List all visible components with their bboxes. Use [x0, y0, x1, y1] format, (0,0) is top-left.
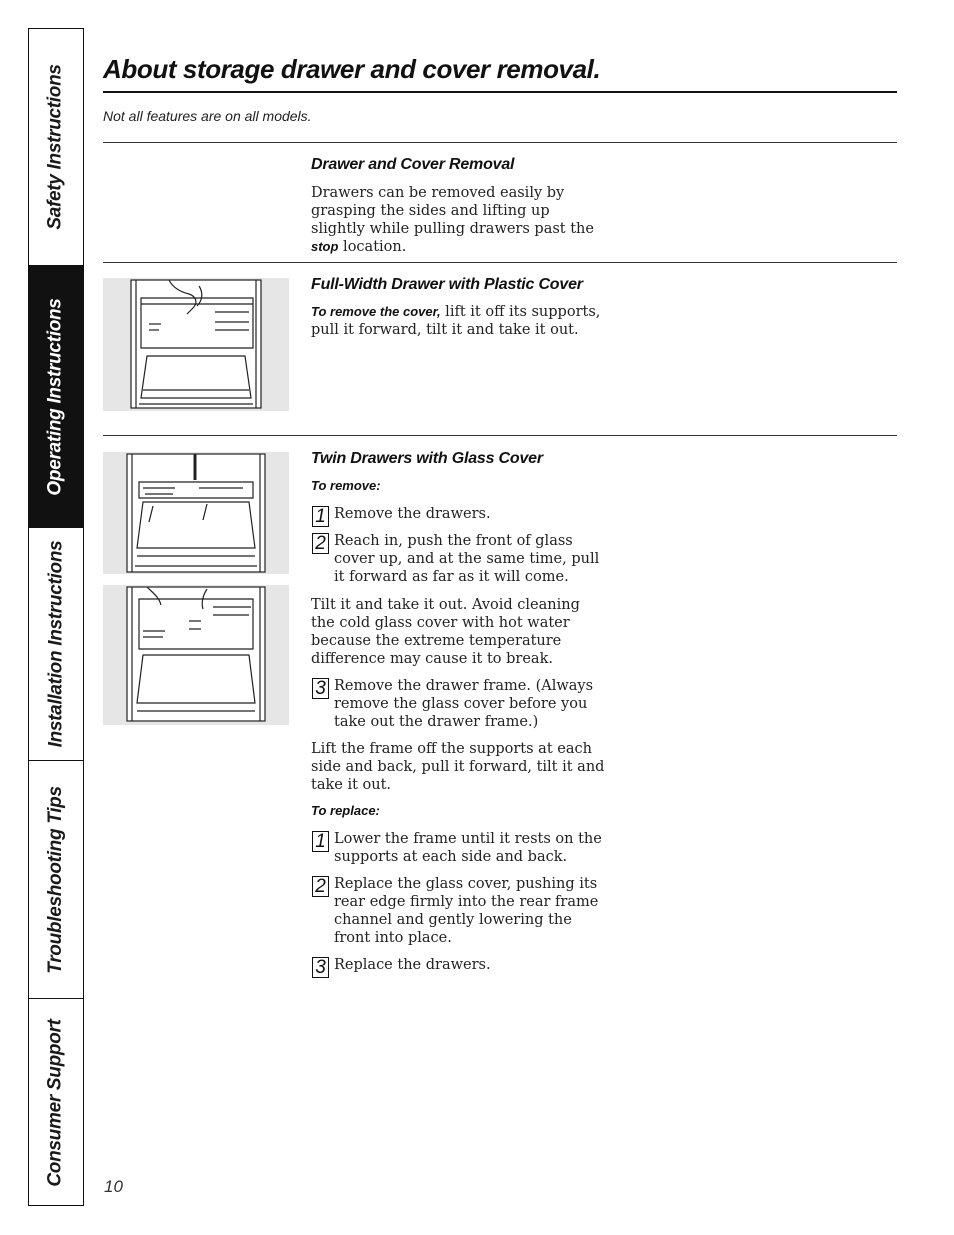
tab-label: Installation Instructions [45, 540, 66, 748]
to-remove-label: To remove: [311, 478, 381, 493]
step-number: 2 [312, 533, 329, 554]
section-divider [103, 142, 897, 143]
section-heading-drawer-removal: Drawer and Cover Removal [311, 156, 515, 173]
page-number: 10 [104, 1177, 123, 1196]
section-divider [103, 262, 897, 263]
section-divider [103, 435, 897, 436]
tab-label: Safety Instructions [45, 64, 66, 230]
remove-step-2 [312, 532, 602, 586]
lift-paragraph: Lift the frame off the supports at each side and back, pull it forward, tilt it and take it out. [311, 741, 605, 793]
full-width-text: To remove the cover, lift it off its supports, pull it forward, tilt it and take it out. [311, 304, 601, 338]
replace-step-2 [312, 875, 602, 947]
tab-operating-instructions[interactable] [29, 266, 83, 528]
drawer-removal-text: Drawers can be removed easily by grasping the sides and lifting up slightly while pulling drawers past the stop location. [311, 185, 594, 255]
step-number: 3 [312, 957, 329, 978]
section-heading-full-width: Full-Width Drawer with Plastic Cover [311, 276, 583, 293]
title-rule [103, 91, 897, 93]
twin-drawers-illustration-1 [103, 452, 289, 574]
step-text: Replace the drawers. [334, 957, 491, 973]
step-text: Lower the frame until it rests on the supports at each side and back. [334, 831, 602, 865]
tab-label: Troubleshooting Tips [45, 785, 66, 974]
page-subtitle: Not all features are on all models. [103, 108, 312, 124]
lead-text: To remove the cover, [311, 304, 441, 319]
step-number: 3 [312, 678, 329, 699]
tab-label: Operating Instructions [45, 297, 67, 496]
step-number: 1 [312, 831, 329, 852]
step-text: Remove the drawers. [334, 506, 491, 522]
tab-consumer-support[interactable] [29, 999, 83, 1207]
tab-troubleshooting-tips[interactable] [29, 761, 83, 999]
step-text: Reach in, push the front of glass cover up, and at the same time, pull it forward as far as it will come. [334, 533, 600, 585]
twin-drawers-illustration-2 [103, 585, 289, 725]
tab-label: Consumer Support [45, 1019, 67, 1187]
step-text: Remove the drawer frame. (Always remove the glass cover before you take out the drawer frame.) [334, 678, 594, 730]
step-number: 1 [312, 506, 329, 527]
tab-safety-instructions[interactable] [29, 29, 83, 266]
to-replace-label: To replace: [311, 803, 380, 818]
replace-step-3 [312, 956, 602, 978]
tab-installation-instructions[interactable] [29, 528, 83, 761]
full-width-drawer-illustration [103, 278, 289, 411]
replace-step-1 [312, 830, 602, 866]
step-text: Replace the glass cover, pushing its rear edge firmly into the rear frame channel and gently lowering the front into place. [334, 876, 599, 946]
remove-step-1 [312, 505, 602, 527]
step-number: 2 [312, 876, 329, 897]
stop-word: stop [311, 239, 339, 254]
page-title: About storage drawer and cover removal. [103, 54, 601, 84]
sidebar-tabs [28, 28, 84, 1206]
section-heading-twin-drawers: Twin Drawers with Glass Cover [311, 450, 543, 467]
remove-step-3 [312, 677, 602, 731]
tilt-paragraph: Tilt it and take it out. Avoid cleaning the cold glass cover with hot water because the extreme temperature difference may cause it to break. [311, 597, 580, 667]
